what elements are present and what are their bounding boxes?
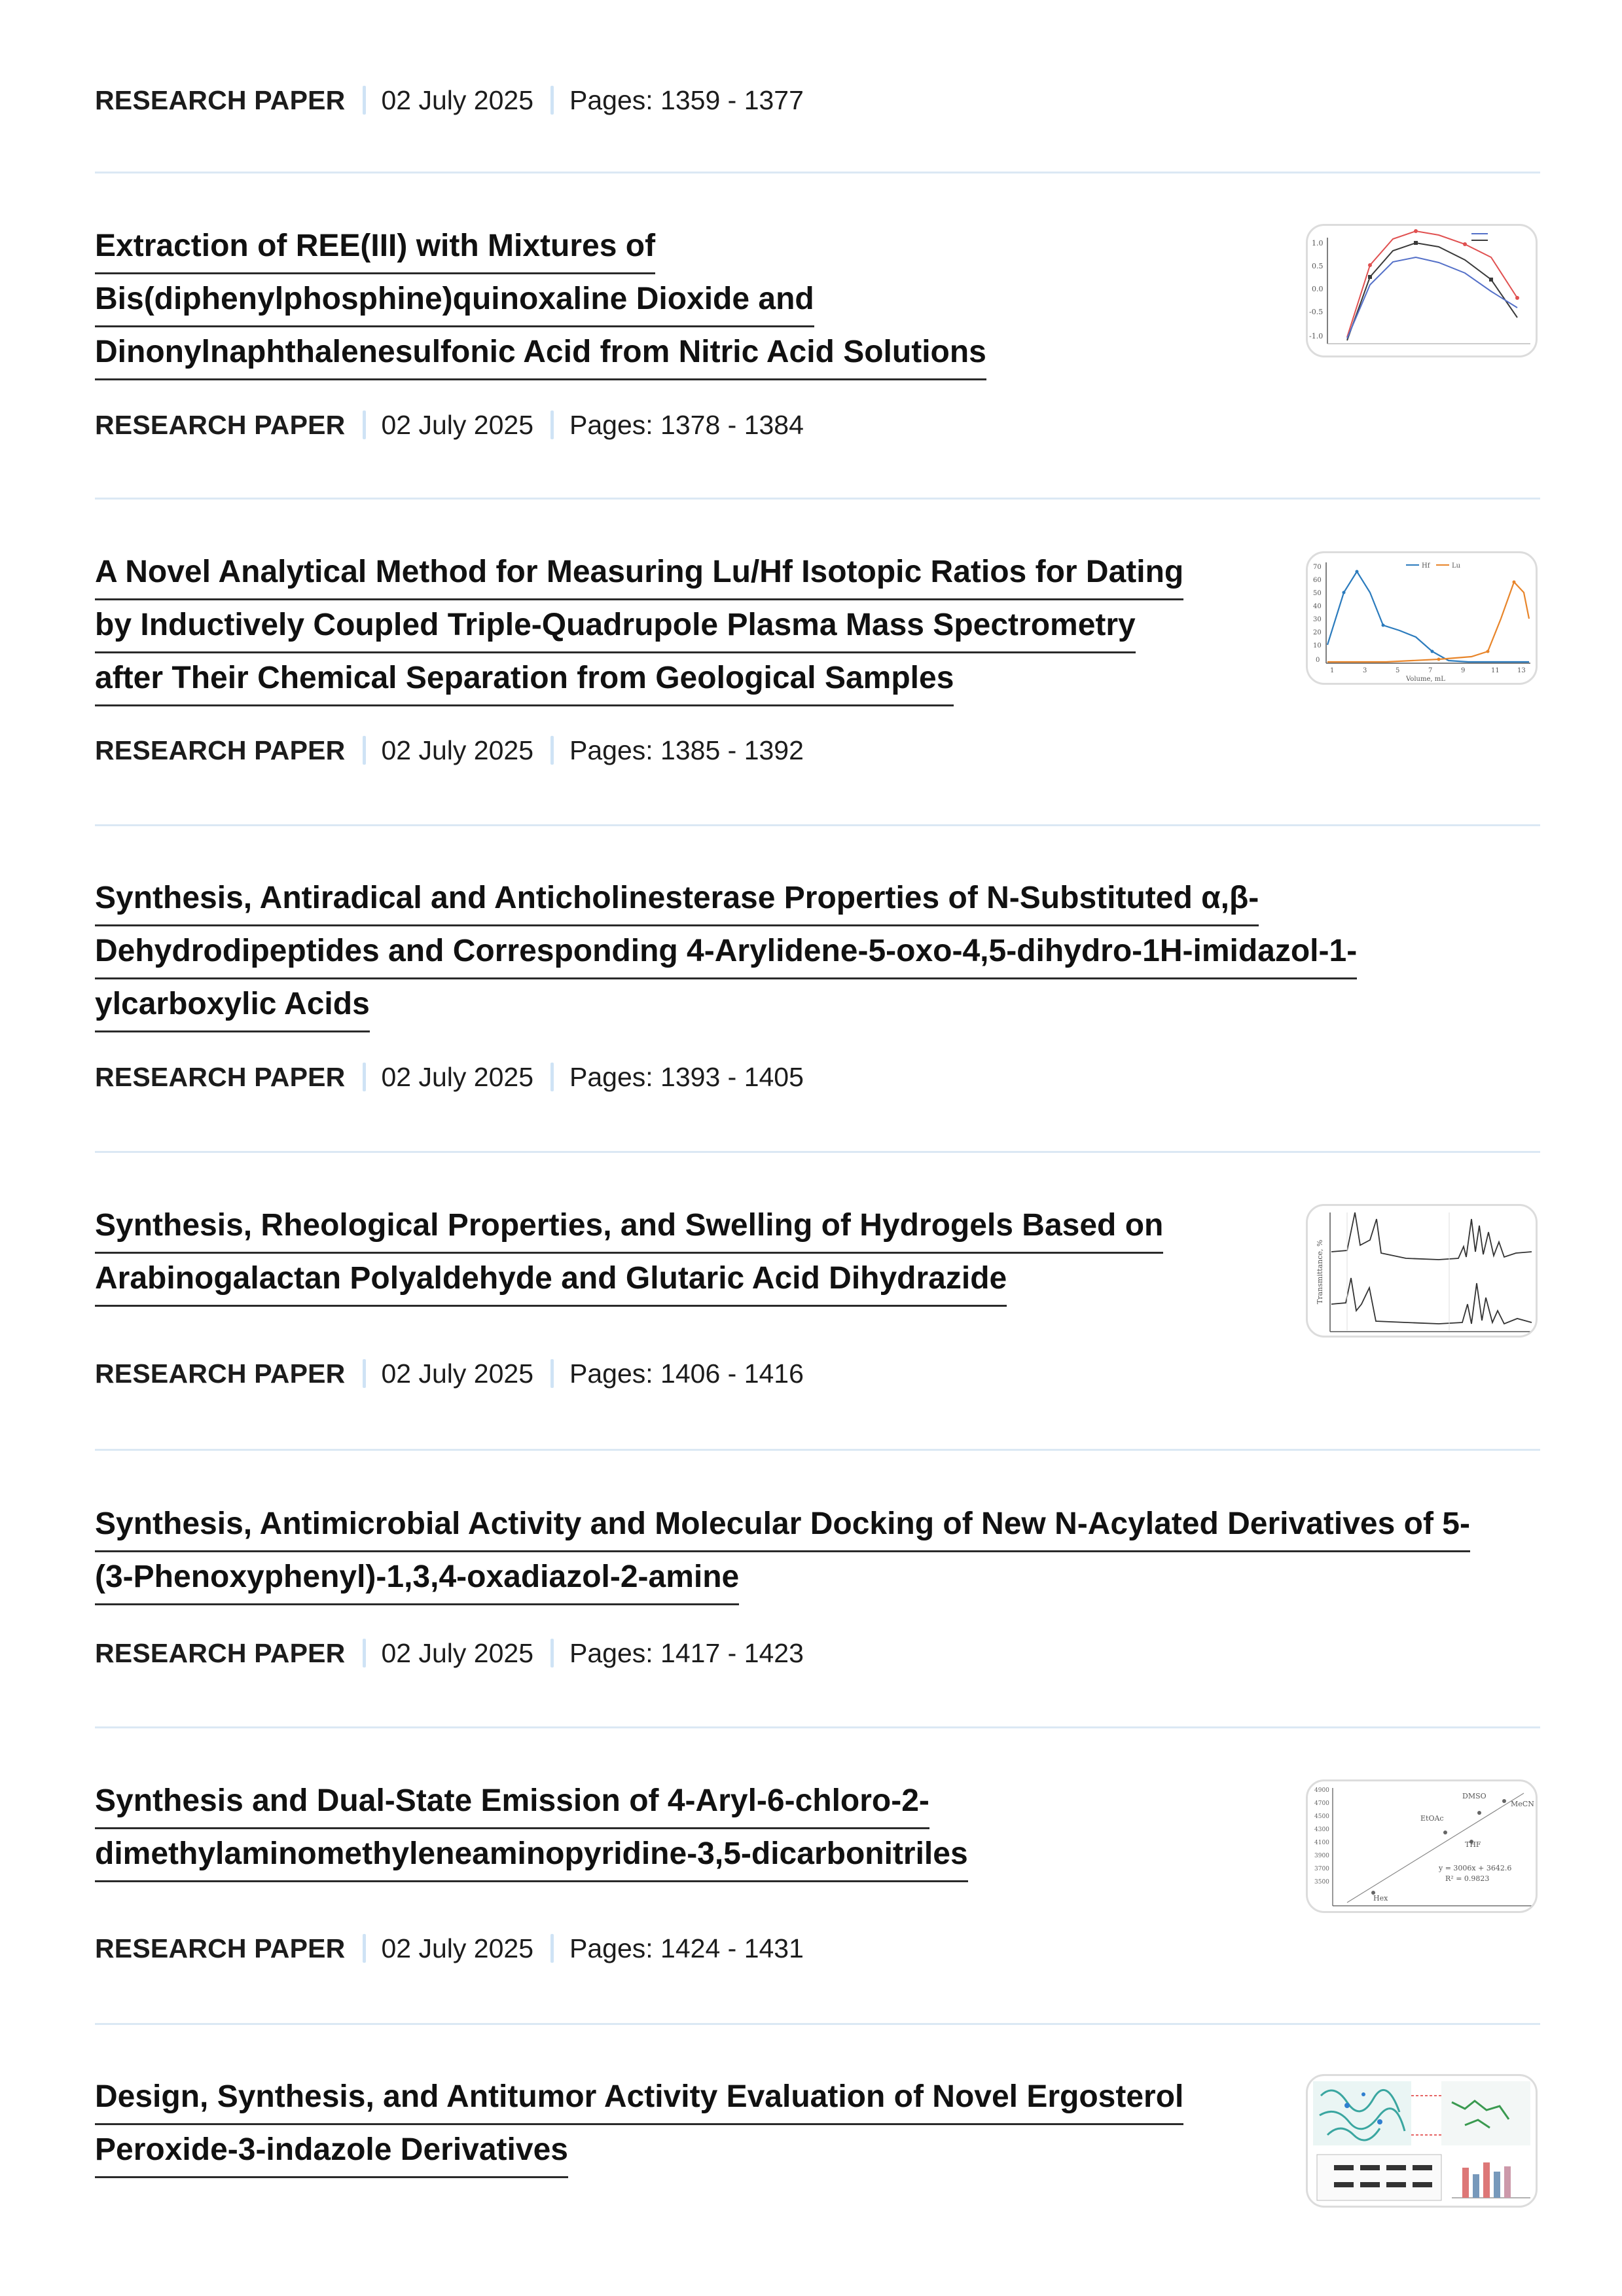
- stokes-shift-plot-image: [1308, 1781, 1536, 1911]
- log-curves-plot-image: [1308, 226, 1536, 355]
- svg-text:4900: 4900: [1314, 1787, 1329, 1794]
- svg-text:3500: 3500: [1314, 1879, 1329, 1886]
- svg-text:3900: 3900: [1314, 1853, 1329, 1859]
- article-title-link[interactable]: ylcarboxylic Acids: [95, 979, 370, 1032]
- article-date: 02 July 2025: [381, 735, 534, 765]
- svg-text:11: 11: [1491, 667, 1500, 674]
- article-pages: Pages: 1385 - 1392: [569, 735, 804, 765]
- divider: [95, 1726, 1540, 1728]
- elution-profile-plot-image: [1308, 553, 1536, 683]
- article-title[interactable]: [95, 2072, 1183, 2178]
- svg-text:20: 20: [1313, 629, 1322, 636]
- divider: [95, 824, 1540, 826]
- article-date: 02 July 2025: [381, 1358, 534, 1389]
- article-title-link[interactable]: Bis(diphenylphosphine)quinoxaline Dioxide and: [95, 274, 814, 327]
- svg-text:40: 40: [1313, 603, 1322, 610]
- svg-text:4500: 4500: [1314, 1813, 1329, 1820]
- article-date: 02 July 2025: [381, 84, 534, 115]
- article-title-link[interactable]: A Novel Analytical Method for Measuring Lu/Hf Isotopic Ratios for Dating: [95, 547, 1183, 600]
- article-pages: Pages: 1359 - 1377: [569, 84, 804, 115]
- svg-text:1.0: 1.0: [1312, 239, 1324, 247]
- svg-text:0.5: 0.5: [1312, 262, 1324, 270]
- meta-separator: [550, 736, 554, 765]
- article-title[interactable]: [95, 1499, 1470, 1605]
- article-title-link[interactable]: Peroxide-3-indazole Derivatives: [95, 2125, 568, 2178]
- svg-text:3: 3: [1363, 667, 1367, 674]
- svg-text:Lu: Lu: [1452, 562, 1461, 570]
- meta-separator: [550, 1359, 554, 1388]
- article-date: 02 July 2025: [381, 409, 534, 440]
- svg-text:Hf: Hf: [1422, 562, 1430, 570]
- ir-spectra-plot-image: [1308, 1206, 1536, 1336]
- article-title-link[interactable]: (3-Phenoxyphenyl)-1,3,4-oxadiazol-2-amine: [95, 1552, 739, 1605]
- article-title-link[interactable]: Synthesis, Antiradical and Anticholinesterase Properties of N-Substituted α,β-: [95, 873, 1259, 926]
- article-meta: [95, 1637, 804, 1669]
- meta-separator: [363, 1063, 366, 1091]
- article-title-link[interactable]: Synthesis, Rheological Properties, and Swelling of Hydrogels Based on: [95, 1201, 1163, 1254]
- article-thumbnail[interactable]: [1306, 1204, 1538, 1338]
- article-type: RESEARCH PAPER: [95, 1933, 346, 1963]
- svg-text:4300: 4300: [1314, 1827, 1329, 1833]
- article-thumbnail[interactable]: [1306, 2074, 1538, 2208]
- article-title-link[interactable]: dimethylaminomethyleneaminopyridine-3,5-dicarbonitriles: [95, 1829, 968, 1882]
- svg-text:Hex: Hex: [1373, 1894, 1388, 1903]
- article-type: RESEARCH PAPER: [95, 735, 346, 765]
- article-thumbnail[interactable]: [1306, 551, 1538, 685]
- article-date: 02 July 2025: [381, 1933, 534, 1963]
- article-meta: [95, 84, 804, 117]
- divider: [95, 1449, 1540, 1451]
- svg-text:EtOAc: EtOAc: [1420, 1814, 1444, 1823]
- article-meta: [95, 1932, 804, 1965]
- article-pages: Pages: 1417 - 1423: [569, 1637, 804, 1668]
- article-title-link[interactable]: after Their Chemical Separation from Geological Samples: [95, 653, 954, 706]
- article-pages: Pages: 1406 - 1416: [569, 1358, 804, 1389]
- svg-text:3700: 3700: [1314, 1866, 1329, 1872]
- article-title-link[interactable]: Dinonylnaphthalenesulfonic Acid from Nitric Acid Solutions: [95, 327, 986, 380]
- svg-text:THF: THF: [1465, 1840, 1481, 1849]
- svg-text:4100: 4100: [1314, 1840, 1329, 1846]
- article-pages: Pages: 1378 - 1384: [569, 409, 804, 440]
- article-thumbnail[interactable]: [1306, 224, 1538, 357]
- article-title-link[interactable]: Synthesis, Antimicrobial Activity and Molecular Docking of New N-Acylated Derivatives of 5-: [95, 1499, 1470, 1552]
- article-title[interactable]: [95, 1776, 968, 1882]
- meta-separator: [363, 410, 366, 439]
- svg-text:-1.0: -1.0: [1309, 332, 1324, 340]
- article-title[interactable]: [95, 547, 1183, 706]
- meta-separator: [363, 1934, 366, 1963]
- article-type: RESEARCH PAPER: [95, 1061, 346, 1092]
- svg-text:4700: 4700: [1314, 1800, 1329, 1807]
- article-type: RESEARCH PAPER: [95, 1358, 346, 1389]
- meta-separator: [363, 86, 366, 115]
- meta-separator: [550, 86, 554, 115]
- svg-text:0: 0: [1316, 657, 1320, 664]
- svg-text:DMSO: DMSO: [1462, 1792, 1487, 1800]
- meta-separator: [550, 1063, 554, 1091]
- svg-text:R² = 0.9823: R² = 0.9823: [1445, 1874, 1490, 1883]
- article-meta: [95, 1357, 804, 1390]
- svg-text:70: 70: [1313, 564, 1322, 571]
- article-meta: [95, 734, 804, 767]
- article-date: 02 July 2025: [381, 1637, 534, 1668]
- svg-text:y = 3006x + 3642.6: y = 3006x + 3642.6: [1439, 1864, 1512, 1872]
- svg-text:60: 60: [1313, 577, 1322, 584]
- article-title-link[interactable]: Extraction of REE(III) with Mixtures of: [95, 221, 655, 274]
- svg-text:7: 7: [1428, 667, 1433, 674]
- svg-text:9: 9: [1461, 667, 1466, 674]
- svg-text:0.0: 0.0: [1312, 285, 1324, 293]
- svg-text:30: 30: [1313, 616, 1322, 623]
- article-title-link[interactable]: Synthesis and Dual-State Emission of 4-Aryl-6-chloro-2-: [95, 1776, 929, 1829]
- divider: [95, 1151, 1540, 1153]
- divider: [95, 2023, 1540, 2025]
- article-type: RESEARCH PAPER: [95, 409, 346, 440]
- svg-text:50: 50: [1313, 590, 1322, 597]
- article-title-link[interactable]: Dehydrodipeptides and Corresponding 4-Arylidene-5-oxo-4,5-dihydro-1H-imidazol-1-: [95, 926, 1357, 979]
- article-pages: Pages: 1424 - 1431: [569, 1933, 804, 1963]
- meta-separator: [363, 736, 366, 765]
- svg-text:5: 5: [1396, 667, 1400, 674]
- article-meta: [95, 1061, 804, 1093]
- svg-text:Volume, mL: Volume, mL: [1406, 676, 1445, 683]
- divider: [95, 172, 1540, 173]
- meta-separator: [550, 1934, 554, 1963]
- svg-text:-0.5: -0.5: [1309, 308, 1324, 316]
- article-pages: Pages: 1393 - 1405: [569, 1061, 804, 1092]
- docking-graphical-abstract-image: [1308, 2076, 1536, 2206]
- svg-text:1: 1: [1330, 667, 1335, 674]
- article-title-link[interactable]: by Inductively Coupled Triple-Quadrupole Plasma Mass Spectrometry: [95, 600, 1136, 653]
- article-title[interactable]: [95, 1201, 1163, 1307]
- article-type: RESEARCH PAPER: [95, 84, 346, 115]
- svg-text:MeCN: MeCN: [1511, 1800, 1534, 1808]
- article-date: 02 July 2025: [381, 1061, 534, 1092]
- article-thumbnail[interactable]: [1306, 1779, 1538, 1913]
- meta-separator: [363, 1359, 366, 1388]
- svg-text:13: 13: [1517, 667, 1526, 674]
- article-title-link[interactable]: Design, Synthesis, and Antitumor Activity Evaluation of Novel Ergosterol: [95, 2072, 1183, 2125]
- article-title[interactable]: [95, 221, 986, 380]
- meta-separator: [363, 1639, 366, 1667]
- article-title[interactable]: [95, 873, 1357, 1032]
- divider: [95, 498, 1540, 500]
- article-title-link[interactable]: Arabinogalactan Polyaldehyde and Glutaric Acid Dihydrazide: [95, 1254, 1007, 1307]
- svg-text:10: 10: [1313, 642, 1322, 649]
- svg-text:Transmittance, %: Transmittance, %: [1316, 1239, 1324, 1304]
- article-meta: [95, 409, 804, 441]
- meta-separator: [550, 1639, 554, 1667]
- meta-separator: [550, 410, 554, 439]
- article-type: RESEARCH PAPER: [95, 1637, 346, 1668]
